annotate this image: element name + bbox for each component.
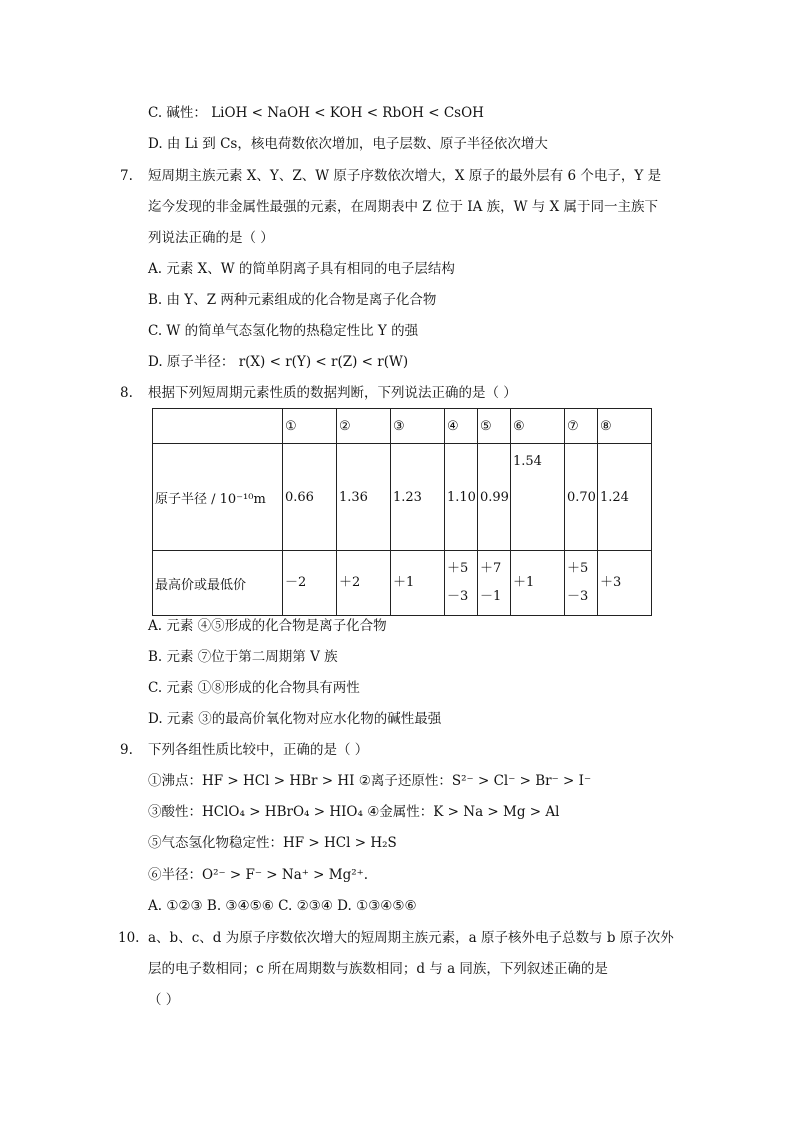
valence-cell <box>283 551 337 616</box>
valence-label: 最高价或最低价 <box>153 551 283 616</box>
table-header-cell: ⑤ <box>478 409 511 444</box>
table-header-cell: ⑦ <box>565 409 598 444</box>
q9-options: A. ①②③ B. ③④⑤⑥ C. ②③④ D. ①③④⑤⑥ <box>148 898 417 914</box>
q9-statement-3-4: ③酸性：HClO₄ > HBrO₄ > HIO₄ ④金属性：K > Na > Mg > Al <box>148 804 560 820</box>
element-data-table <box>152 408 652 616</box>
valence-cell <box>337 551 391 616</box>
option-7c: C. W 的简单气态氢化物的热稳定性比 Y 的强 <box>148 323 419 339</box>
valence-value: ＋2 <box>339 575 361 590</box>
radius-cell: 1.36 <box>337 444 391 551</box>
question-7-stem-line2: 迄今发现的非金属性最强的元素，在周期表中 Z 位于 IA 族，W 与 X 属于同一主族下 <box>148 199 658 215</box>
table-header-cell: ④ <box>445 409 478 444</box>
question-10-stem-line3: （ ） <box>148 992 180 1008</box>
radius-cell: 1.23 <box>391 444 445 551</box>
question-8-stem: 根据下列短周期元素性质的数据判断，下列说法正确的是（ ） <box>148 385 517 401</box>
valence-value-low: －3 <box>447 589 469 604</box>
q9-statement-1-2: ①沸点：HF > HCl > HBr > HI ②离子还原性：S²⁻ > Cl⁻ > Br⁻ > I⁻ <box>148 773 592 789</box>
table-header-cell <box>153 409 283 444</box>
option-8b: B. 元素 ⑦位于第二周期第 V 族 <box>148 649 338 665</box>
valence-value-high: ＋5 <box>567 561 589 576</box>
option-8a: A. 元素 ④⑤形成的化合物是离子化合物 <box>148 618 387 634</box>
q9-statement-5: ⑤气态氢化物稳定性：HF > HCl > H₂S <box>148 835 397 851</box>
valence-value-low: －3 <box>567 589 589 604</box>
option-8c: C. 元素 ①⑧形成的化合物具有两性 <box>148 680 360 696</box>
question-10-stem-line2: 层的电子数相同；c 所在周期数与族数相同；d 与 a 同族，下列叙述正确的是 <box>148 961 608 977</box>
question-10-stem-line1: a、b、c、d 为原子序数依次增大的短周期主族元素，a 原子核外电子总数与 b 原子次外 <box>148 930 674 946</box>
question-7-stem-line1: 短周期主族元素 X、Y、Z、W 原子序数依次增大，X 原子的最外层有 6 个电子，Y 是 <box>148 168 662 184</box>
valence-cell <box>391 551 445 616</box>
option-7d: D. 原子半径： r(X) < r(Y) < r(Z) < r(W) <box>148 354 409 370</box>
q9-statement-6: ⑥半径：O²⁻ > F⁻ > Na⁺ > Mg²⁺. <box>148 867 369 883</box>
valence-value-high: ＋5 <box>447 561 469 576</box>
table-header-cell: ⑧ <box>598 409 652 444</box>
option-7b: B. 由 Y、Z 两种元素组成的化合物是离子化合物 <box>148 292 437 308</box>
table-header-cell: ③ <box>391 409 445 444</box>
valence-value-low: －1 <box>480 589 502 604</box>
radius-label: 原子半径 / 10⁻¹⁰m <box>153 444 283 551</box>
question-9-stem: 下列各组性质比较中，正确的是（ ） <box>148 742 369 758</box>
valence-value-high: ＋7 <box>480 561 502 576</box>
valence-cell <box>445 551 478 616</box>
option-6c: C. 碱性： LiOH < NaOH < KOH < RbOH < CsOH <box>148 105 484 121</box>
table-row-valence <box>153 551 652 616</box>
option-7a: A. 元素 X、W 的简单阴离子具有相同的电子层结构 <box>148 261 455 277</box>
table-row-radius <box>153 444 652 551</box>
valence-value: －2 <box>285 575 307 590</box>
table-header-row <box>153 409 652 444</box>
question-10-number: 10. <box>118 930 140 946</box>
question-9-number: 9. <box>120 742 133 758</box>
valence-cell <box>565 551 598 616</box>
valence-value: ＋3 <box>600 575 622 590</box>
table-header-cell: ① <box>283 409 337 444</box>
radius-cell: 1.54 <box>511 444 565 551</box>
radius-cell: 0.66 <box>283 444 337 551</box>
table-header-cell: ⑥ <box>511 409 565 444</box>
question-8-number: 8. <box>120 385 133 401</box>
question-7-number: 7. <box>120 168 133 184</box>
radius-cell: 0.70 <box>565 444 598 551</box>
valence-cell <box>478 551 511 616</box>
valence-cell <box>511 551 565 616</box>
option-8d: D. 元素 ③的最高价氧化物对应水化物的碱性最强 <box>148 711 442 727</box>
radius-cell: 1.10 <box>445 444 478 551</box>
table-header-cell: ② <box>337 409 391 444</box>
valence-value: ＋1 <box>513 575 535 590</box>
valence-cell <box>598 551 652 616</box>
option-6d: D. 由 Li 到 Cs，核电荷数依次增加，电子层数、原子半径依次增大 <box>148 136 548 152</box>
radius-cell: 1.24 <box>598 444 652 551</box>
valence-value: ＋1 <box>393 575 415 590</box>
question-7-stem-line3: 列说法正确的是（ ） <box>148 230 274 246</box>
radius-cell: 0.99 <box>478 444 511 551</box>
